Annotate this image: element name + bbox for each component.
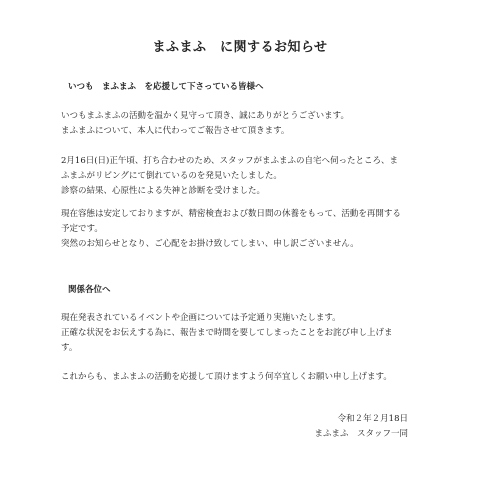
text-line: 現在発表されているイベントや企画については予定通り実施いたします。	[61, 313, 341, 323]
text-line: 突然のお知らせとなり、ご心配をお掛け致してしまい、申し訳ございません。	[61, 239, 359, 249]
text-line: 予定です。	[61, 224, 103, 234]
text-line: ふまふがリビングにて倒れているのを発見いたしました。	[61, 171, 282, 181]
paragraph-greeting	[61, 109, 426, 139]
page-title: まふまふ に関するお知らせ	[152, 40, 328, 55]
text-line: 診察の結果、心原性による失神と診断を受けました。	[61, 186, 266, 196]
paragraph-closing	[61, 370, 426, 385]
paragraph-events	[61, 311, 426, 356]
text-line: いつもまふまふの活動を温かく見守って頂き、誠にありがとうございます。	[61, 111, 349, 121]
paragraph-status	[61, 207, 426, 252]
section-heading-partners: 関係各位へ	[68, 285, 111, 295]
text-line: まふまふについて、本人に代わってご報告させて頂きます。	[61, 126, 290, 136]
text-line: 2月16日(日)正午頃、打ち合わせのため、スタッフがまふまふの自宅へ伺ったところ、ま	[61, 156, 399, 166]
paragraph-incident	[61, 154, 426, 199]
signature-block	[314, 412, 408, 442]
text-line: 正確な状況をお伝えする為に、報告まで時間を要してしまったことをお詫び申し上げま	[61, 328, 393, 338]
section-heading-fans: いつも まふまふ を応援して下さっている皆様へ	[68, 82, 264, 92]
text-line: す。	[61, 343, 78, 353]
text-line: 現在容態は安定しておりますが、精密検査および数日間の休養をもって、活動を再開する	[61, 209, 401, 219]
signature-sender: まふまふ スタッフ一同	[314, 429, 408, 439]
signature-date: 令和２年２月18日	[337, 414, 408, 424]
text-line: これからも、まふまふの活動を応援して頂けますよう何卒宜しくお願い申し上げます。	[61, 372, 392, 382]
